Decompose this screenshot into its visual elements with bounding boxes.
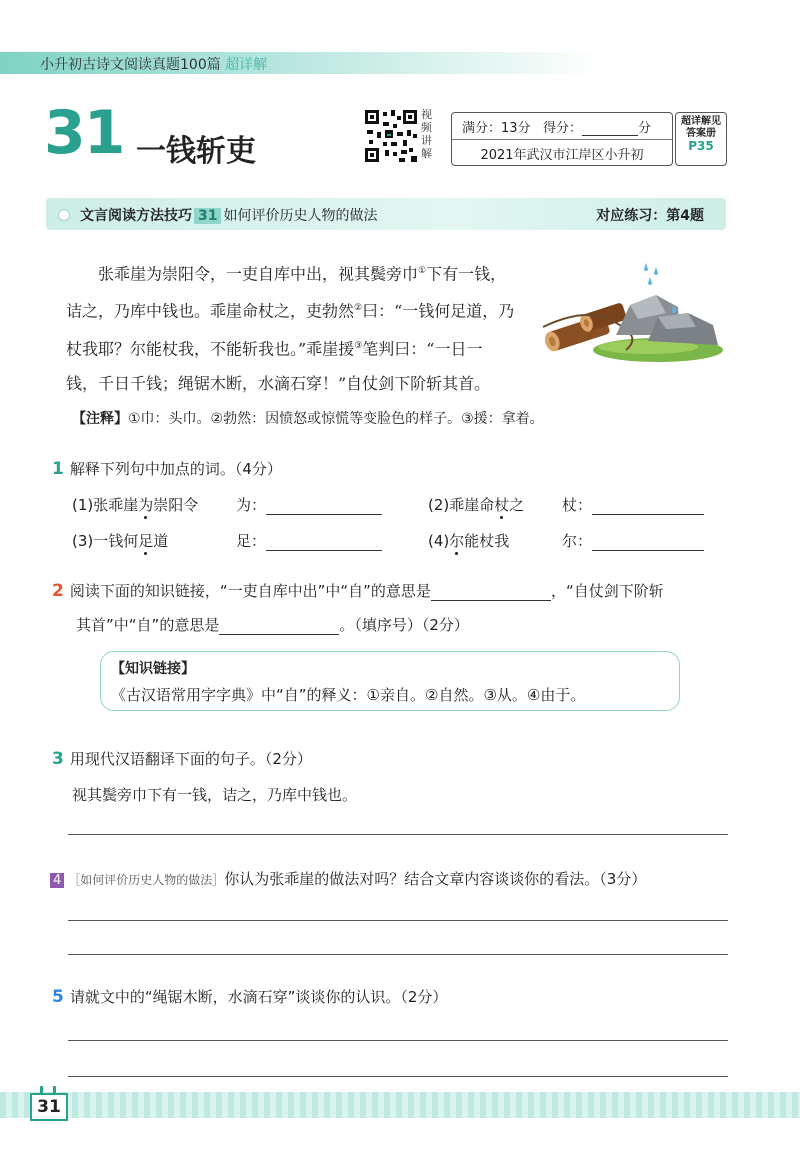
q3-answer-line[interactable] — [68, 834, 728, 835]
notes-label: 【注释】 — [72, 411, 128, 427]
passage — [66, 254, 536, 401]
score-box — [451, 112, 673, 166]
q1-item-1-dotted-word: 为 — [138, 496, 154, 514]
q1-item-2-dotted-word: 杖 — [494, 496, 510, 514]
banner-practice: 对应练习：第4题 — [596, 208, 704, 224]
bullet-dot-icon — [58, 209, 70, 221]
notes — [72, 408, 544, 428]
book-subtitle: 超详解 — [225, 57, 268, 73]
passage-line-2: 诘之，乃库中钱也。乖崖命杖之，吏勃然②曰：“一钱何足道，乃 — [66, 301, 515, 321]
knowledge-link-title: 【知识链接】 — [111, 661, 195, 677]
question-4 — [50, 868, 646, 889]
question-3-number: 3 — [52, 749, 64, 769]
q1-blank-4[interactable] — [592, 532, 704, 551]
knowledge-link-text: 《古汉语常用字字典》中“自”的释义：①亲自。②自然。③从。④由于。 — [111, 686, 586, 704]
question-3: 3 用现代汉语翻译下面的句子。（2分） — [52, 749, 312, 769]
score-unit: 分 — [637, 121, 651, 136]
q1-item-2-answer: 杖： — [562, 494, 704, 515]
q4-answer-line-1[interactable] — [68, 920, 728, 921]
q1-item-4-dotted-word: 尔 — [449, 532, 465, 550]
lesson-title: 一钱斩吏 — [136, 134, 256, 169]
question-3-sentence: 视其鬓旁巾下有一钱，诘之，乃库中钱也。 — [72, 786, 358, 804]
question-2-number: 2 — [52, 581, 64, 601]
q5-answer-line-1[interactable] — [68, 1040, 728, 1041]
question-4-tag: ［如何评价历史人物的做法］ — [68, 873, 225, 887]
question-1-number: 1 — [52, 459, 64, 479]
q1-item-3-dotted-word: 足 — [138, 532, 154, 550]
q1-item-4: (4)尔能杖我 — [428, 532, 510, 550]
qr-label: 视 频 讲 解 — [421, 108, 432, 160]
question-4-text: 你认为张乖崖的做法对吗？结合文章内容谈谈你的看法。（3分） — [224, 870, 647, 888]
header-band — [0, 52, 800, 74]
question-1 — [52, 458, 282, 479]
question-1-text: 解释下列句中加点的词。（4分） — [69, 460, 282, 478]
q1-blank-2[interactable] — [592, 496, 704, 515]
q1-item-3-answer: 足： — [236, 530, 382, 551]
passage-line-1: 张乖崖为崇阳令，一吏自库中出，视其鬓旁巾①下有一钱， — [98, 264, 507, 284]
q5-answer-line-2[interactable] — [68, 1076, 728, 1077]
method-banner — [46, 198, 726, 230]
score-got-label: 得分： — [542, 121, 582, 136]
q1-blank-3[interactable] — [266, 532, 382, 551]
q2-blank-2[interactable] — [219, 616, 339, 635]
question-2: 2 阅读下面的知识链接，“一吏自库中出”中“自”的意思是 ，“自仗剑下阶斩 — [52, 581, 664, 601]
knowledge-link-box — [100, 651, 680, 711]
page-number: 31 — [30, 1093, 68, 1121]
q1-blank-1[interactable] — [266, 496, 382, 515]
banner-label: 文言阅读方法技巧 — [80, 208, 192, 224]
qr-code-icon[interactable] — [363, 108, 419, 164]
lesson-number: 31 — [44, 98, 124, 168]
q1-item-4-answer: 尔： — [562, 530, 704, 551]
q4-answer-line-2[interactable] — [68, 954, 728, 955]
passage-line-4: 钱，千日千钱；绳锯木断，水滴石穿！”自仗剑下阶斩其首。 — [66, 373, 491, 393]
source-text: 2021年武汉市江岸区小升初 — [452, 139, 672, 163]
rope-wood-rock-illustration — [538, 255, 728, 370]
q2-blank-1[interactable] — [431, 582, 551, 601]
q1-item-1: (1)张乖崖为崇阳令 — [72, 496, 199, 514]
banner-num: 31 — [194, 208, 221, 224]
question-5-number: 5 — [52, 987, 64, 1007]
score-blank[interactable] — [582, 120, 638, 136]
answer-page: P35 — [688, 139, 714, 153]
question-4-number: 4 — [50, 873, 64, 888]
question-5: 5 请就文中的“绳锯木断，水滴石穿”谈谈你的认识。（2分） — [52, 987, 448, 1007]
question-2-line-2: 其首”中“自”的意思是 。（填序号）（2分） — [76, 616, 469, 634]
q1-item-3: (3)一钱何足道 — [72, 532, 169, 550]
notes-text: ①巾：头巾。②勃然：因愤怒或惊慌等变脸色的样子。③援：拿着。 — [128, 411, 544, 427]
answer-reference: 超详解见 答案册 P35 — [675, 112, 727, 166]
passage-line-3: 杖我耶？尔能杖我，不能斩我也。”乖崖援③笔判曰：“一日一 — [66, 338, 483, 358]
banner-topic: 如何评价历史人物的做法 — [223, 208, 378, 224]
full-score: 满分：13分 — [462, 121, 531, 136]
footer-band — [0, 1092, 800, 1118]
book-title: 小升初古诗文阅读真题100篇 超详解 — [40, 57, 268, 73]
q1-item-2: (2)乖崖命杖之 — [428, 496, 525, 514]
q1-item-1-answer: 为： — [236, 494, 382, 515]
